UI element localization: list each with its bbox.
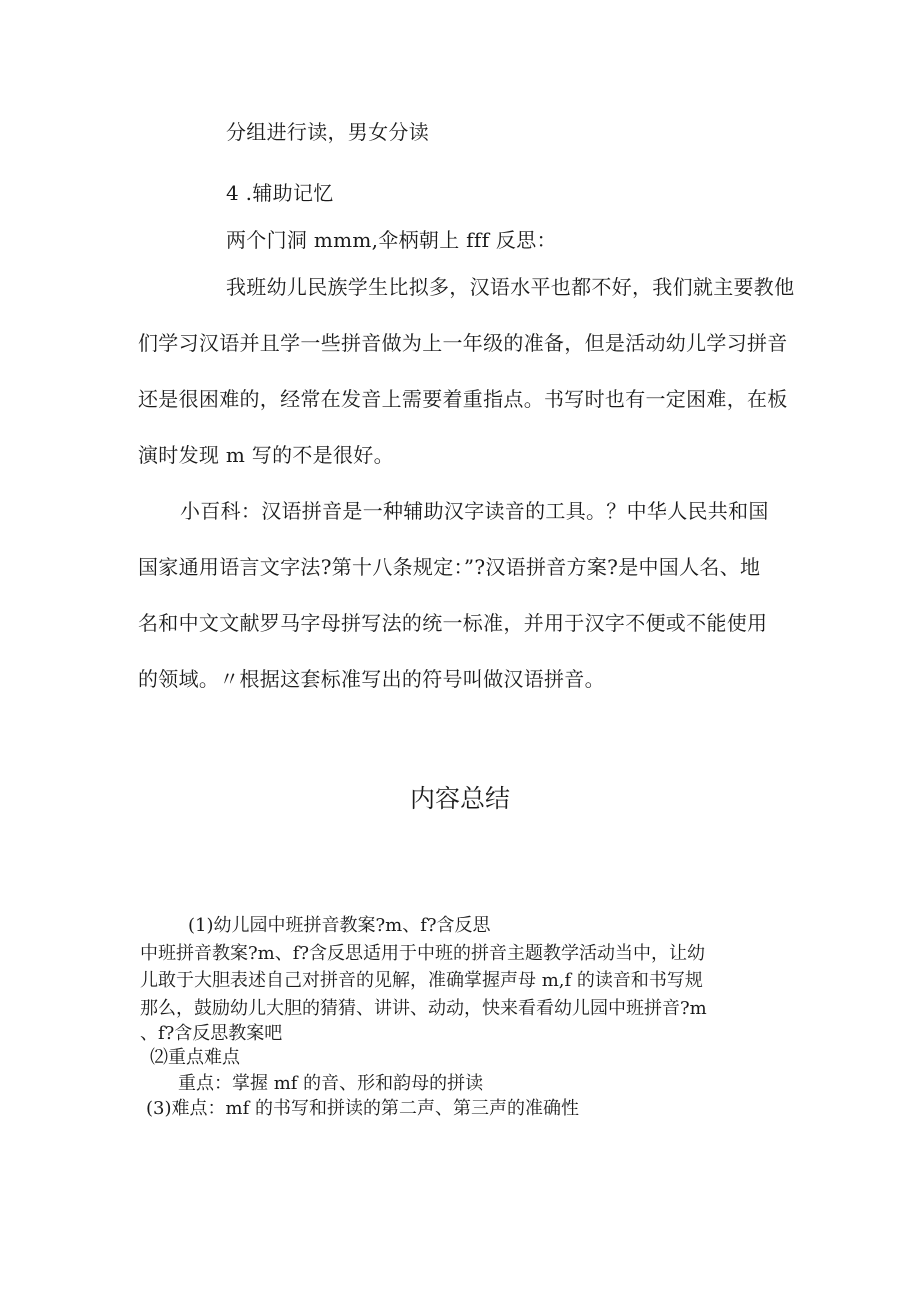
summary-line-3: 儿敢于大胆表述自己对拼音的见解，准确掌握声母 m,f 的读音和书写规 bbox=[140, 970, 703, 991]
reflection-line-4: 演时发现 m 写的不是很好。 bbox=[138, 443, 394, 467]
encyclopedia-line-3: 名和中文文献罗马字母拼写法的统一标准，并用于汉字不便或不能使用 bbox=[138, 611, 768, 635]
summary-line-2: 中班拼音教案?m、f?含反思适用于中班的拼音主题教学活动当中，让幼 bbox=[140, 943, 706, 964]
reflection-line-3: 还是很困难的，经常在发音上需要着重指点。书写时也有一定困难，在板 bbox=[138, 387, 788, 411]
body-line-3: 两个门洞 mmm,伞柄朝上 fff 反思： bbox=[226, 228, 557, 252]
summary-line-6: ⑵重点难点 bbox=[150, 1047, 240, 1068]
reflection-line-2: 们学习汉语并且学一些拼音做为上一年级的准备，但是活动幼儿学习拼音 bbox=[138, 331, 788, 355]
list-item-heading: 4 .辅助记忆 bbox=[226, 181, 334, 205]
summary-line-4: 那么，鼓励幼儿大胆的猜猜、讲讲、动动，快来看看幼儿园中班拼音?m bbox=[140, 998, 707, 1019]
encyclopedia-line-4: 的领域。〃根据这套标准写出的符号叫做汉语拼音。 bbox=[138, 667, 605, 691]
summary-line-8: (3)难点：mf 的书写和拼读的第二声、第三声的准确性 bbox=[146, 1098, 579, 1119]
summary-line-7: 重点：掌握 mf 的音、形和韵母的拼读 bbox=[178, 1073, 484, 1094]
summary-title: 内容总结 bbox=[409, 784, 510, 813]
reflection-line-1: 我班幼儿民族学生比拟多，汉语水平也都不好，我们就主要教他 bbox=[226, 275, 795, 299]
body-line-1: 分组进行读，男女分读 bbox=[226, 120, 429, 144]
summary-line-1: (1)幼儿园中班拼音教案?m、f?含反思 bbox=[188, 915, 491, 936]
encyclopedia-line-1: 小百科：汉语拼音是一种辅助汉字读音的工具。？中华人民共和国 bbox=[180, 499, 769, 523]
encyclopedia-line-2: 国家通用语言文字法?第十八条规定：”?汉语拼音方案?是中国人名、地 bbox=[138, 555, 761, 579]
summary-line-5: 、f?含反思教案吧 bbox=[140, 1023, 283, 1044]
